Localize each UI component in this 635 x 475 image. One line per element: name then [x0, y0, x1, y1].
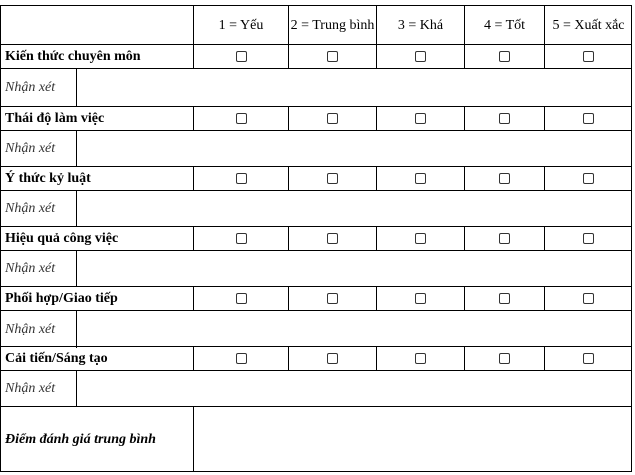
rating-cell: [544, 106, 632, 130]
rating-cell: [193, 166, 288, 190]
rating-cell: [544, 44, 632, 68]
comment-input[interactable]: [76, 68, 632, 106]
rating-cell: [544, 346, 632, 370]
comment-label: [0, 68, 76, 106]
comment-input[interactable]: [76, 370, 632, 406]
criterion-label: [0, 286, 193, 310]
rating-header-1: [193, 5, 288, 44]
rating-header-5-text: 5 = Xuất xắc: [552, 17, 625, 33]
criterion-label-text: Hiệu quả công việc: [5, 230, 119, 246]
rating-checkbox-2[interactable]: [327, 113, 338, 124]
rating-checkbox-1[interactable]: [236, 113, 247, 124]
comment-label-text: Nhận xét: [5, 380, 56, 396]
criterion-label: [0, 166, 193, 190]
rating-header-4-text: 4 = Tốt: [483, 17, 526, 33]
comment-label-text: Nhận xét: [5, 321, 56, 337]
criterion-label-text: Ý thức kỷ luật: [5, 170, 91, 186]
rating-cell: [193, 106, 288, 130]
comment-input[interactable]: [76, 190, 632, 226]
criterion-label-text: Phối hợp/Giao tiếp: [5, 290, 118, 306]
rating-checkbox-3[interactable]: [415, 293, 426, 304]
rating-cell: [193, 44, 288, 68]
rating-checkbox-2[interactable]: [327, 293, 338, 304]
rating-cell: [544, 166, 632, 190]
comment-label: [0, 250, 76, 286]
rating-checkbox-1[interactable]: [236, 233, 247, 244]
rating-checkbox-5[interactable]: [583, 173, 594, 184]
rating-checkbox-3[interactable]: [415, 353, 426, 364]
criterion-label-text: Thái độ làm việc: [5, 110, 105, 126]
average-score-label-text: Điểm đánh giá trung bình: [5, 431, 156, 447]
rating-cell: [376, 286, 464, 310]
comment-label-text: Nhận xét: [5, 140, 56, 156]
rating-checkbox-3[interactable]: [415, 173, 426, 184]
rating-cell: [288, 44, 376, 68]
rating-cell: [464, 106, 544, 130]
comment-label: [0, 130, 76, 166]
rating-cell: [464, 226, 544, 250]
header-empty-cell: [0, 5, 193, 44]
criterion-label: [0, 44, 193, 68]
rating-checkbox-5[interactable]: [583, 113, 594, 124]
rating-checkbox-1[interactable]: [236, 353, 247, 364]
rating-cell: [376, 106, 464, 130]
rating-cell: [288, 346, 376, 370]
comment-label: [0, 370, 76, 406]
rating-checkbox-5[interactable]: [583, 293, 594, 304]
rating-cell: [288, 286, 376, 310]
rating-checkbox-3[interactable]: [415, 51, 426, 62]
rating-checkbox-2[interactable]: [327, 353, 338, 364]
rating-checkbox-4[interactable]: [499, 51, 510, 62]
rating-cell: [288, 226, 376, 250]
criterion-label: [0, 226, 193, 250]
comment-label-text: Nhận xét: [5, 79, 56, 95]
average-score-input[interactable]: [193, 406, 632, 472]
rating-header-5: [544, 5, 632, 44]
rating-cell: [288, 106, 376, 130]
rating-cell: [376, 166, 464, 190]
rating-cell: [544, 226, 632, 250]
comment-label: [0, 310, 76, 348]
table-bottom-border: [0, 471, 632, 472]
rating-checkbox-3[interactable]: [415, 113, 426, 124]
rating-header-2: [288, 5, 376, 44]
rating-header-3-text: 3 = Khá: [397, 17, 444, 33]
rating-header-4: [464, 5, 544, 44]
table-right-border: [631, 5, 632, 472]
rating-checkbox-5[interactable]: [583, 51, 594, 62]
rating-checkbox-4[interactable]: [499, 173, 510, 184]
rating-checkbox-4[interactable]: [499, 113, 510, 124]
rating-checkbox-1[interactable]: [236, 173, 247, 184]
rating-checkbox-4[interactable]: [499, 353, 510, 364]
comment-label-text: Nhận xét: [5, 260, 56, 276]
rating-header-2-text: 2 = Trung bình: [290, 17, 375, 33]
rating-cell: [376, 226, 464, 250]
average-score-label: [0, 406, 193, 472]
rating-checkbox-4[interactable]: [499, 293, 510, 304]
rating-checkbox-5[interactable]: [583, 233, 594, 244]
comment-input[interactable]: [76, 310, 632, 348]
comment-input[interactable]: [76, 130, 632, 166]
rating-checkbox-5[interactable]: [583, 353, 594, 364]
criterion-label: [0, 106, 193, 130]
comment-label-text: Nhận xét: [5, 200, 56, 216]
comment-input[interactable]: [76, 250, 632, 286]
rating-checkbox-3[interactable]: [415, 233, 426, 244]
rating-cell: [544, 286, 632, 310]
rating-cell: [464, 44, 544, 68]
criterion-label-text: Kiến thức chuyên môn: [5, 48, 141, 64]
comment-label: [0, 190, 76, 226]
rating-checkbox-2[interactable]: [327, 173, 338, 184]
rating-cell: [464, 166, 544, 190]
rating-cell: [193, 226, 288, 250]
rating-header-3: [376, 5, 464, 44]
rating-cell: [193, 286, 288, 310]
rating-checkbox-1[interactable]: [236, 293, 247, 304]
rating-checkbox-1[interactable]: [236, 51, 247, 62]
criterion-label: [0, 346, 193, 370]
rating-checkbox-2[interactable]: [327, 51, 338, 62]
criterion-label-text: Cải tiến/Sáng tạo: [5, 350, 108, 366]
rating-cell: [376, 44, 464, 68]
rating-cell: [376, 346, 464, 370]
rating-cell: [464, 286, 544, 310]
rating-checkbox-2[interactable]: [327, 233, 338, 244]
rating-header-1-text: 1 = Yếu: [218, 17, 264, 33]
rating-cell: [193, 346, 288, 370]
rating-checkbox-4[interactable]: [499, 233, 510, 244]
rating-cell: [288, 166, 376, 190]
rating-cell: [464, 346, 544, 370]
